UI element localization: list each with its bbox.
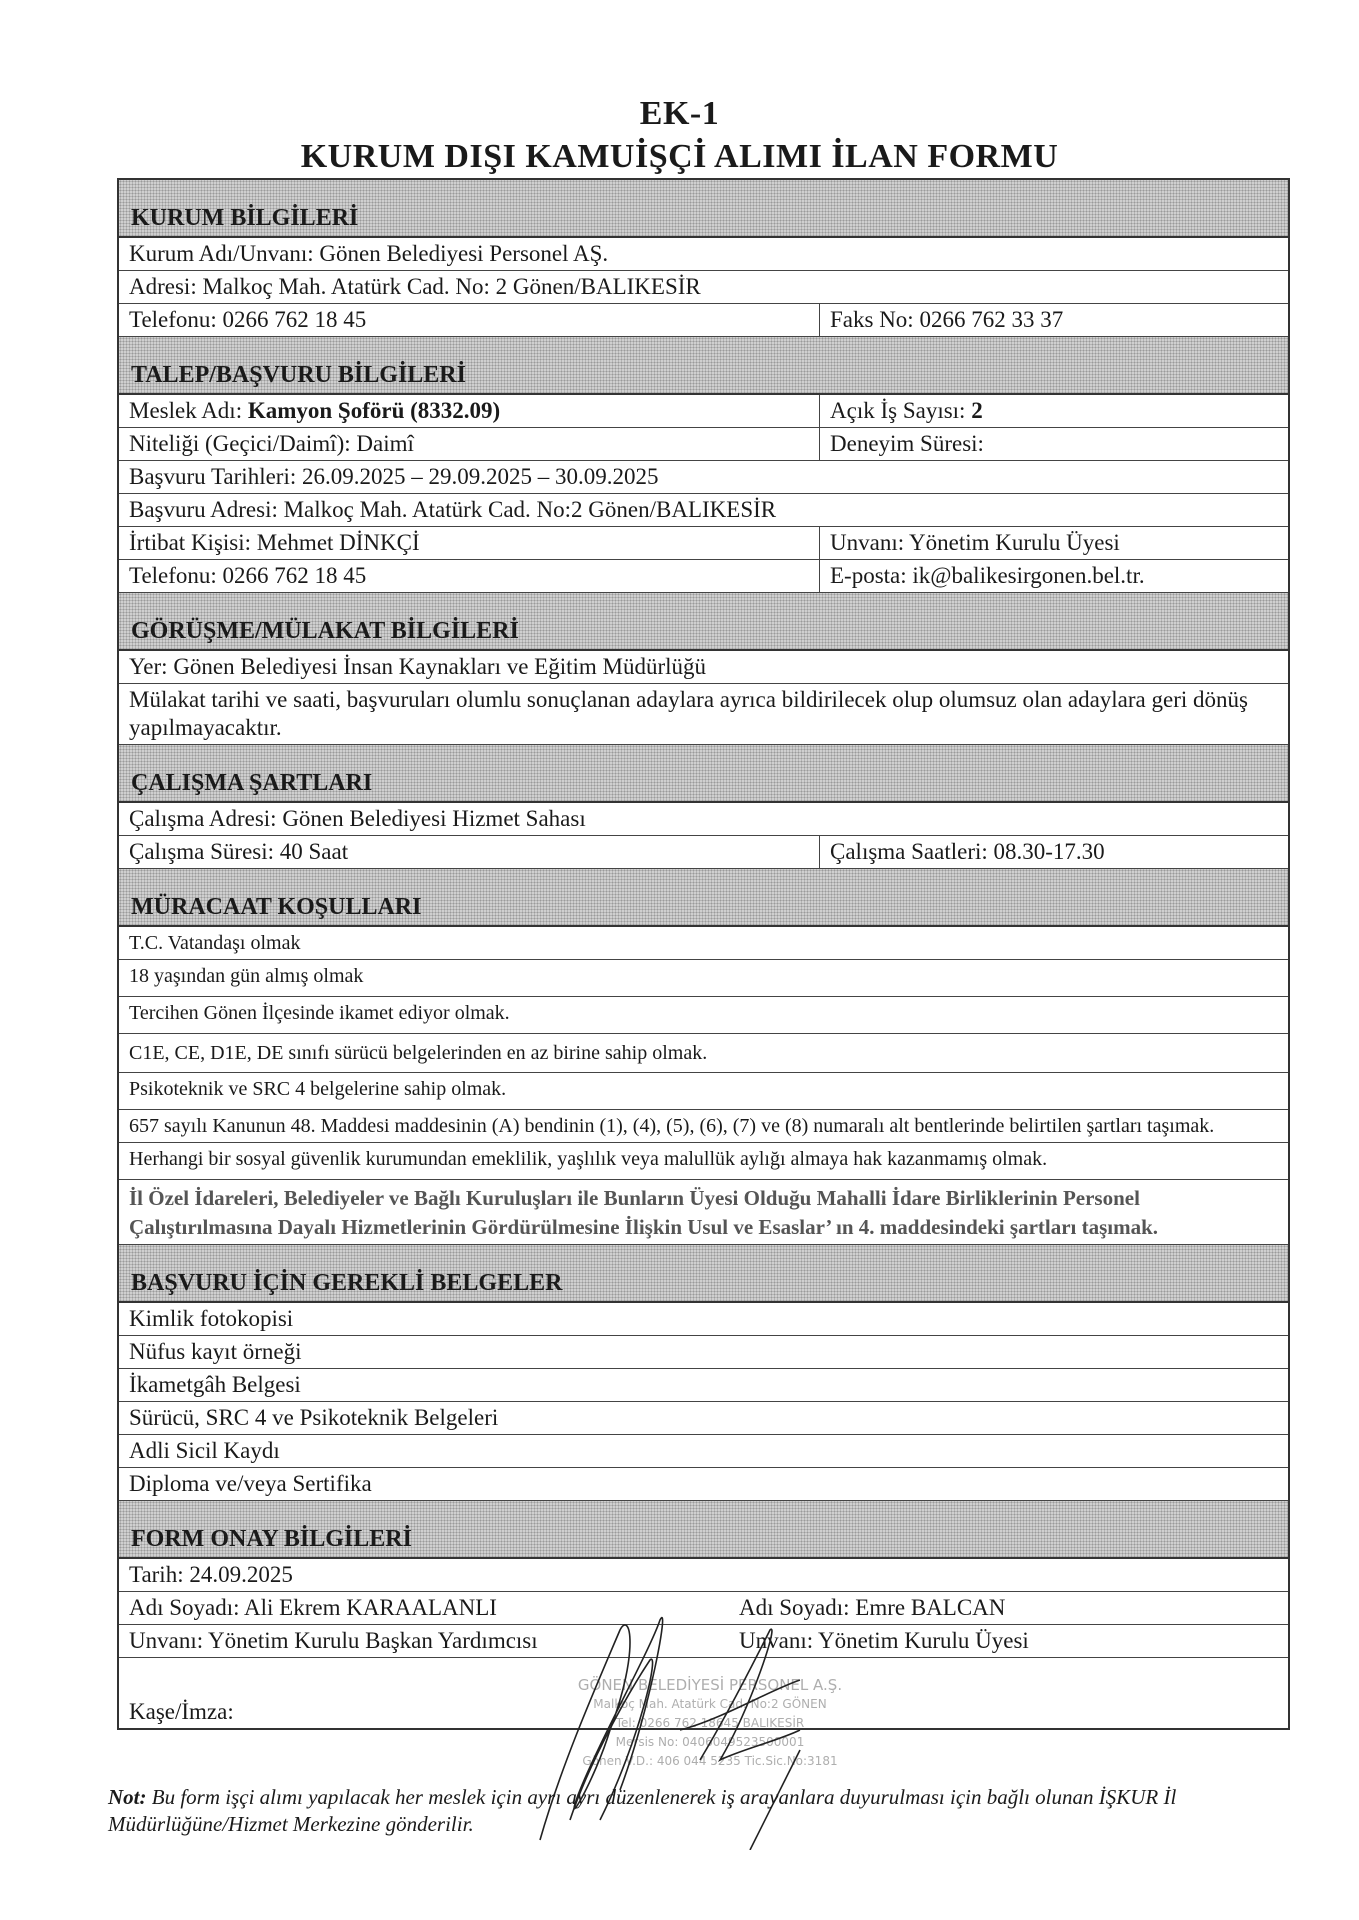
onay-unvan-2: Unvanı: Yönetim Kurulu Üyesi [739, 1628, 1029, 1653]
onay-adi-1: Adı Soyadı: Ali Ekrem KARAALANLI [129, 1595, 497, 1620]
onay-tarih: Tarih: 24.09.2025 [129, 1562, 293, 1587]
calisma-sure: Çalışma Süresi: 40 Saat [119, 836, 820, 868]
section-muracaat: MÜRACAAT KOŞULLARI [119, 869, 1288, 927]
kosul-item: C1E, CE, D1E, DE sınıfı sürücü belgelerinden en az birine sahip olmak. [129, 1042, 708, 1064]
onay-adi-2: Adı Soyadı: Emre BALCAN [739, 1595, 1006, 1620]
form-title: KURUM DIŞI KAMUİŞÇİ ALIMI İLAN FORMU [300, 138, 1059, 175]
kosul-item: Herhangi bir sosyal güvenlik kurumundan emeklilik, yaşlılık veya malullük aylığı almaya hak kazanmamış olmak. [129, 1148, 1048, 1170]
annex-code: EK-1 [639, 95, 720, 132]
acik-is: Açık İş Sayısı: 2 [830, 398, 983, 423]
deneyim: Deneyim Süresi: [830, 431, 984, 456]
belge-item: Sürücü, SRC 4 ve Psikoteknik Belgeleri [129, 1405, 499, 1430]
kosul-item: Psikoteknik ve SRC 4 belgelerine sahip olmak. [129, 1078, 507, 1100]
footer-note: Not: Bu form işçi alımı yapılacak her meslek için ayrı ayrı düzenlenerek iş arayanlara duyurulması için bağlı olunan İŞKUR İl Müdürlüğüne/Hizmet Merkezine gönderilir. [108, 1785, 1177, 1836]
calisma-saatler: Çalışma Saatleri: 08.30-17.30 [830, 839, 1105, 864]
section-gorusme: GÖRÜŞME/MÜLAKAT BİLGİLERİ [119, 593, 1288, 651]
belge-item: Adli Sicil Kaydı [129, 1438, 280, 1463]
irtibat: İrtibat Kişisi: Mehmet DİNKÇİ [119, 527, 820, 559]
belge-item: İkametgâh Belgesi [129, 1372, 301, 1397]
company-stamp: GÖNEN BELEDİYESİ PERSONEL A.Ş. Malkoç Mah. Atatürk Cad. No:2 GÖNEN Tel: 0266 762 18645 BALIKESİR Mersis No: 0406049523500001 Gönen V.D.: 406 044 5235 Tic.Sic.No:3181 [577, 1676, 843, 1768]
kosul-item: Tercihen Gönen İlçesinde ikamet ediyor olmak. [129, 1002, 510, 1024]
kurum-fax: Faks No: 0266 762 33 37 [830, 307, 1064, 332]
kosul-item: 657 sayılı Kanunun 48. Maddesi maddesinin (A) bendinin (1), (4), (5), (6), (7) ve (8) numaralı alt bentlerinde belirtilen şartları taşımak. [129, 1115, 1215, 1137]
section-talep: TALEP/BAŞVURU BİLGİLERİ [119, 337, 1288, 395]
basvuru-adresi: Başvuru Adresi: Malkoç Mah. Atatürk Cad. No:2 Gönen/BALIKESİR [129, 497, 777, 522]
meslek: Meslek Adı: Kamyon Şoförü (8332.09) [119, 395, 820, 427]
gorusme-aciklama: Mülakat tarihi ve saati, başvuruları olumlu sonuçlanan adaylara ayrıca bildirilecek olup olumsuz olan adaylara geri dönüş yapılmayacaktır. [129, 687, 1248, 740]
kurum-address: Adresi: Malkoç Mah. Atatürk Cad. No: 2 Gönen/BALIKESİR [129, 274, 701, 299]
irtibat-unvan: Unvanı: Yönetim Kurulu Üyesi [830, 530, 1120, 555]
section-belgeler: BAŞVURU İÇİN GEREKLİ BELGELER [119, 1245, 1288, 1303]
kosul-item: T.C. Vatandaşı olmak [129, 932, 301, 954]
meslek-value: Kamyon Şoförü (8332.09) [247, 398, 501, 423]
belge-item: Kimlik fotokopisi [129, 1306, 294, 1331]
kurum-name: Kurum Adı/Unvanı: Gönen Belediyesi Personel AŞ. [129, 241, 609, 266]
kase-imza: Kaşe/İmza: [129, 1699, 234, 1724]
basvuru-tarihleri: Başvuru Tarihleri: 26.09.2025 – 29.09.2025 – 30.09.2025 [129, 464, 659, 489]
kosul-item: 18 yaşından gün almış olmak [129, 965, 364, 987]
section-onay: FORM ONAY BİLGİLERİ [119, 1501, 1288, 1559]
belge-item: Diploma ve/veya Sertifika [129, 1471, 372, 1496]
announcement-form [117, 178, 1290, 1730]
kosul-item: İl Özel İdareleri, Belediyeler ve Bağlı Kuruluşları ile Bunların Üyesi Olduğu Mahalli İdare Birliklerinin Personel Çalıştırılmasına Dayalı Hizmetlerinin Gördürülmesine İlişkin Usul ve Esaslar’ ın 4. maddesindeki şartları taşımak. [129, 1186, 1159, 1239]
section-calisma: ÇALIŞMA ŞARTLARI [119, 745, 1288, 803]
acik-is-value: 2 [971, 398, 983, 423]
gorusme-yer: Yer: Gönen Belediyesi İnsan Kaynakları ve Eğitim Müdürlüğü [129, 654, 707, 679]
onay-unvan-1: Unvanı: Yönetim Kurulu Başkan Yardımcısı [129, 1628, 538, 1653]
nitelik: Niteliği (Geçici/Daimî): Daimî [119, 428, 820, 460]
talep-telefon: Telefonu: 0266 762 18 45 [119, 560, 820, 592]
talep-eposta: E-posta: ik@balikesirgonen.bel.tr. [830, 563, 1145, 588]
kurum-phone: Telefonu: 0266 762 18 45 [119, 304, 820, 336]
calisma-adres: Çalışma Adresi: Gönen Belediyesi Hizmet Sahası [129, 806, 586, 831]
belge-item: Nüfus kayıt örneği [129, 1339, 302, 1364]
section-kurum: KURUM BİLGİLERİ [119, 180, 1288, 238]
